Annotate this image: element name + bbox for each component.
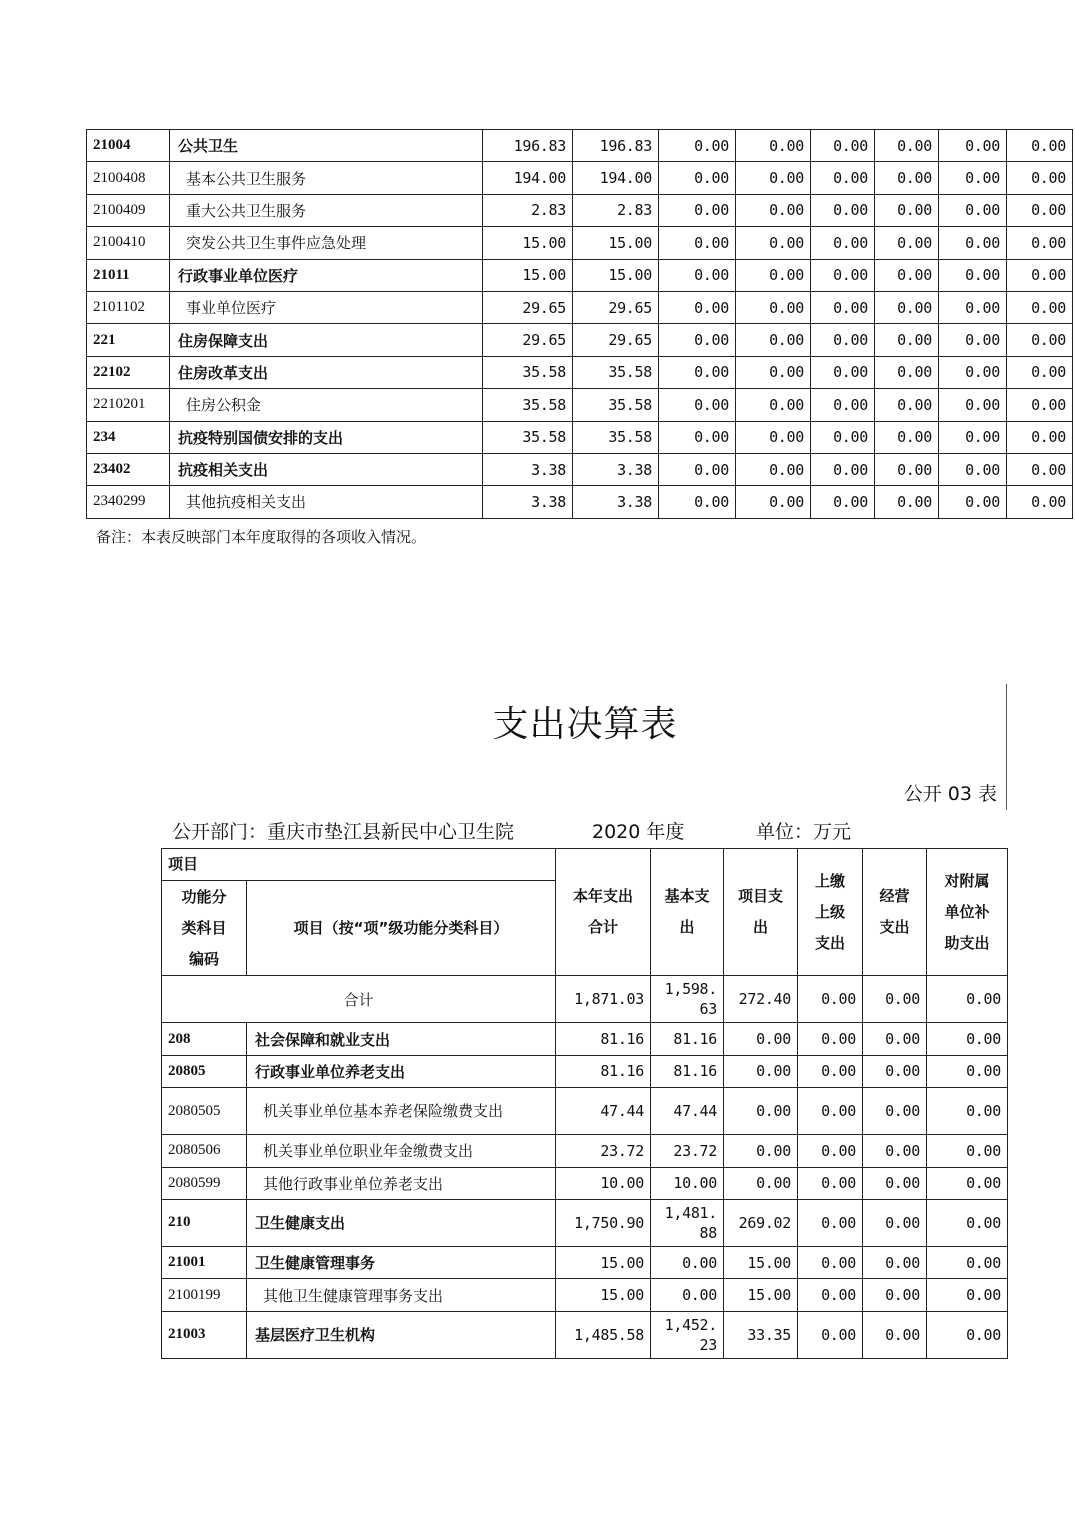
row-value: 15.00: [724, 1246, 798, 1278]
page-title: 支出决算表: [492, 704, 678, 745]
row-value: 0.00: [1007, 486, 1073, 518]
row-value: 0.00: [724, 1135, 798, 1167]
row-value: 29.65: [483, 291, 573, 323]
row-value: 0.00: [875, 130, 939, 162]
row-name: 机关事业单位基本养老保险缴费支出: [247, 1088, 556, 1135]
row-value: 0.00: [811, 291, 875, 323]
row-value: 0.00: [659, 162, 736, 194]
row-value: 0.00: [927, 1311, 1008, 1358]
row-value: 1,481. 88: [651, 1199, 724, 1246]
row-value: 0.00: [875, 486, 939, 518]
row-value: 0.00: [724, 1088, 798, 1135]
row-value: 0.00: [927, 1023, 1008, 1055]
row-value: 0.00: [736, 486, 811, 518]
row-value: 0.00: [798, 1055, 863, 1087]
row-value: 15.00: [573, 227, 659, 259]
row-code: 2080506: [162, 1135, 247, 1167]
row-value: 0.00: [736, 324, 811, 356]
row-value: 194.00: [483, 162, 573, 194]
row-value: 0.00: [1007, 421, 1073, 453]
row-value: 0.00: [659, 291, 736, 323]
row-name: 事业单位医疗: [170, 291, 483, 323]
unit-label: 单位：万元: [756, 821, 852, 843]
row-value: 0.00: [736, 130, 811, 162]
row-value: 0.00: [736, 421, 811, 453]
row-code: 2100408: [87, 162, 170, 194]
header-total: 本年支出 合计: [556, 849, 651, 976]
table-row: [87, 324, 1073, 356]
row-value: 0.00: [798, 1246, 863, 1278]
row-value: 10.00: [651, 1167, 724, 1199]
total-value: 1,598. 63: [651, 976, 724, 1023]
row-value: 81.16: [651, 1023, 724, 1055]
row-value: 35.58: [573, 356, 659, 388]
row-value: 194.00: [573, 162, 659, 194]
row-value: 0.00: [659, 389, 736, 421]
row-value: 0.00: [1007, 356, 1073, 388]
row-value: 0.00: [863, 1199, 927, 1246]
row-value: 0.00: [939, 356, 1007, 388]
row-code: 234: [87, 421, 170, 453]
header-code: 功能分 类科目 编码: [162, 881, 247, 976]
row-value: 3.38: [573, 453, 659, 485]
row-value: 0.00: [939, 453, 1007, 485]
row-name: 行政事业单位养老支出: [247, 1055, 556, 1087]
row-code: 2080599: [162, 1167, 247, 1199]
row-value: 0.00: [811, 259, 875, 291]
row-code: 21003: [162, 1311, 247, 1358]
row-value: 0.00: [798, 1023, 863, 1055]
row-code: 2080505: [162, 1088, 247, 1135]
row-name: 基本公共卫生服务: [170, 162, 483, 194]
row-value: 0.00: [1007, 162, 1073, 194]
row-name: 卫生健康支出: [247, 1199, 556, 1246]
table-row: [162, 1055, 1008, 1087]
table-row: [87, 227, 1073, 259]
table-row: [87, 259, 1073, 291]
row-value: 0.00: [1007, 130, 1073, 162]
row-value: 0.00: [798, 1167, 863, 1199]
row-value: 0.00: [863, 1246, 927, 1278]
row-value: 0.00: [736, 162, 811, 194]
row-value: 2.83: [483, 194, 573, 226]
row-value: 23.72: [556, 1135, 651, 1167]
row-value: 29.65: [483, 324, 573, 356]
header-project-exp: 项目支 出: [724, 849, 798, 976]
row-value: 0.00: [863, 1311, 927, 1358]
row-code: 21004: [87, 130, 170, 162]
row-value: 33.35: [724, 1311, 798, 1358]
row-value: 0.00: [736, 227, 811, 259]
row-value: 15.00: [556, 1279, 651, 1311]
row-value: 15.00: [724, 1279, 798, 1311]
row-value: 0.00: [863, 1023, 927, 1055]
table-row: [162, 1311, 1008, 1358]
table-row: [87, 291, 1073, 323]
row-value: 0.00: [724, 1167, 798, 1199]
row-value: 196.83: [483, 130, 573, 162]
row-value: 10.00: [556, 1167, 651, 1199]
row-name: 行政事业单位医疗: [170, 259, 483, 291]
row-value: 0.00: [798, 1135, 863, 1167]
row-value: 1,452. 23: [651, 1311, 724, 1358]
table-row: [162, 1088, 1008, 1135]
expenditure-table: [161, 848, 1008, 1359]
row-code: 2100199: [162, 1279, 247, 1311]
row-code: 2100409: [87, 194, 170, 226]
row-value: 0.00: [798, 1279, 863, 1311]
row-name: 公共卫生: [170, 130, 483, 162]
total-value: 0.00: [798, 976, 863, 1023]
row-value: 0.00: [939, 259, 1007, 291]
row-value: 0.00: [659, 324, 736, 356]
row-value: 0.00: [939, 291, 1007, 323]
row-value: 269.02: [724, 1199, 798, 1246]
row-name: 住房改革支出: [170, 356, 483, 388]
row-value: 0.00: [1007, 227, 1073, 259]
row-value: 0.00: [811, 227, 875, 259]
row-value: 0.00: [927, 1135, 1008, 1167]
row-value: 0.00: [1007, 453, 1073, 485]
row-value: 0.00: [927, 1246, 1008, 1278]
row-value: 0.00: [939, 486, 1007, 518]
row-value: 0.00: [863, 1279, 927, 1311]
row-value: 0.00: [939, 194, 1007, 226]
row-code: 21001: [162, 1246, 247, 1278]
total-label: 合计: [162, 976, 556, 1023]
row-code: 23402: [87, 453, 170, 485]
row-name: 住房保障支出: [170, 324, 483, 356]
row-value: 3.38: [483, 453, 573, 485]
row-name: 其他抗疫相关支出: [170, 486, 483, 518]
row-code: 210: [162, 1199, 247, 1246]
table-row: [87, 453, 1073, 485]
row-value: 35.58: [573, 421, 659, 453]
row-name: 突发公共卫生事件应急处理: [170, 227, 483, 259]
total-value: 0.00: [927, 976, 1008, 1023]
row-value: 0.00: [811, 162, 875, 194]
row-value: 0.00: [798, 1311, 863, 1358]
row-value: 3.38: [483, 486, 573, 518]
row-value: 0.00: [659, 259, 736, 291]
row-value: 0.00: [1007, 259, 1073, 291]
income-table-continued: [86, 129, 1073, 519]
row-value: 15.00: [556, 1246, 651, 1278]
table-row: [87, 421, 1073, 453]
table-row: [87, 130, 1073, 162]
row-value: 0.00: [1007, 324, 1073, 356]
row-value: 0.00: [736, 356, 811, 388]
row-value: 0.00: [863, 1088, 927, 1135]
row-name: 住房公积金: [170, 389, 483, 421]
row-value: 0.00: [659, 421, 736, 453]
row-value: 35.58: [483, 356, 573, 388]
row-value: 0.00: [798, 1088, 863, 1135]
row-value: 0.00: [927, 1088, 1008, 1135]
row-value: 29.65: [573, 291, 659, 323]
row-name: 重大公共卫生服务: [170, 194, 483, 226]
table-row: [87, 194, 1073, 226]
row-value: 0.00: [875, 194, 939, 226]
row-code: 21011: [87, 259, 170, 291]
row-value: 0.00: [1007, 194, 1073, 226]
department-label: 公开部门：重庆市垫江县新民中心卫生院: [172, 821, 515, 843]
row-code: 20805: [162, 1055, 247, 1087]
row-value: 0.00: [875, 291, 939, 323]
row-value: 0.00: [1007, 291, 1073, 323]
table-row: [87, 389, 1073, 421]
table-number: 公开 03 表: [903, 783, 997, 805]
row-value: 0.00: [659, 130, 736, 162]
row-value: 35.58: [573, 389, 659, 421]
row-value: 0.00: [736, 291, 811, 323]
row-code: 22102: [87, 356, 170, 388]
row-value: 23.72: [651, 1135, 724, 1167]
row-value: 47.44: [556, 1088, 651, 1135]
row-name: 抗疫相关支出: [170, 453, 483, 485]
table-row: [162, 1246, 1008, 1278]
row-value: 1,750.90: [556, 1199, 651, 1246]
row-value: 0.00: [1007, 389, 1073, 421]
row-value: 0.00: [875, 162, 939, 194]
total-row: [162, 976, 1008, 1023]
table-row: [87, 356, 1073, 388]
header-business: 经营 支出: [863, 849, 927, 976]
row-value: 0.00: [875, 324, 939, 356]
row-value: 0.00: [875, 421, 939, 453]
row-value: 0.00: [811, 453, 875, 485]
row-value: 0.00: [811, 356, 875, 388]
row-value: 0.00: [659, 453, 736, 485]
row-value: 0.00: [863, 1055, 927, 1087]
row-value: 0.00: [863, 1135, 927, 1167]
row-value: 3.38: [573, 486, 659, 518]
row-value: 15.00: [483, 259, 573, 291]
row-name: 机关事业单位职业年金缴费支出: [247, 1135, 556, 1167]
row-value: 0.00: [939, 421, 1007, 453]
row-code: 2101102: [87, 291, 170, 323]
row-value: 0.00: [811, 324, 875, 356]
total-value: 272.40: [724, 976, 798, 1023]
row-name: 卫生健康管理事务: [247, 1246, 556, 1278]
row-value: 0.00: [927, 1199, 1008, 1246]
row-value: 0.00: [875, 389, 939, 421]
row-code: 208: [162, 1023, 247, 1055]
row-name: 其他卫生健康管理事务支出: [247, 1279, 556, 1311]
header-name: 项目（按“项”级功能分类科目）: [247, 881, 556, 976]
row-value: 0.00: [927, 1279, 1008, 1311]
row-value: 0.00: [659, 486, 736, 518]
row-value: 0.00: [811, 421, 875, 453]
row-value: 0.00: [736, 389, 811, 421]
row-name: 其他行政事业单位养老支出: [247, 1167, 556, 1199]
row-value: 0.00: [875, 227, 939, 259]
table-note: 备注：本表反映部门本年度取得的各项收入情况。: [96, 528, 427, 546]
row-value: 0.00: [736, 194, 811, 226]
row-code: 2210201: [87, 389, 170, 421]
row-name: 抗疫特别国债安排的支出: [170, 421, 483, 453]
row-value: 81.16: [651, 1055, 724, 1087]
table-row: [162, 1135, 1008, 1167]
row-code: 2100410: [87, 227, 170, 259]
total-value: 1,871.03: [556, 976, 651, 1023]
row-value: 0.00: [939, 324, 1007, 356]
row-value: 0.00: [811, 194, 875, 226]
row-name: 社会保障和就业支出: [247, 1023, 556, 1055]
row-value: 81.16: [556, 1023, 651, 1055]
row-value: 0.00: [811, 130, 875, 162]
row-value: 0.00: [939, 389, 1007, 421]
row-value: 0.00: [927, 1167, 1008, 1199]
row-value: 47.44: [651, 1088, 724, 1135]
header-subsidy: 对附属 单位补 助支出: [927, 849, 1008, 976]
table-row: [162, 1167, 1008, 1199]
row-value: 2.83: [573, 194, 659, 226]
row-value: 0.00: [736, 259, 811, 291]
row-value: 1,485.58: [556, 1311, 651, 1358]
row-value: 0.00: [863, 1167, 927, 1199]
row-value: 15.00: [573, 259, 659, 291]
row-value: 81.16: [556, 1055, 651, 1087]
row-code: 221: [87, 324, 170, 356]
row-value: 0.00: [939, 130, 1007, 162]
row-value: 0.00: [659, 356, 736, 388]
row-value: 0.00: [875, 259, 939, 291]
row-value: 0.00: [736, 453, 811, 485]
table-row: [87, 486, 1073, 518]
table-row: [87, 162, 1073, 194]
row-value: 0.00: [659, 194, 736, 226]
header-upper: 上缴 上级 支出: [798, 849, 863, 976]
row-value: 0.00: [724, 1023, 798, 1055]
row-value: 0.00: [659, 227, 736, 259]
total-value: 0.00: [863, 976, 927, 1023]
row-value: 0.00: [724, 1055, 798, 1087]
row-value: 0.00: [939, 227, 1007, 259]
row-value: 0.00: [939, 162, 1007, 194]
row-name: 基层医疗卫生机构: [247, 1311, 556, 1358]
table-row: [162, 1199, 1008, 1246]
row-value: 0.00: [798, 1199, 863, 1246]
row-value: 0.00: [875, 356, 939, 388]
header-project: 项目: [162, 849, 556, 881]
row-value: 29.65: [573, 324, 659, 356]
year-label: 2020 年度: [592, 821, 685, 843]
table-row: [162, 1023, 1008, 1055]
table-row: [162, 1279, 1008, 1311]
row-value: 196.83: [573, 130, 659, 162]
row-value: 35.58: [483, 421, 573, 453]
row-value: 0.00: [811, 389, 875, 421]
row-value: 0.00: [811, 486, 875, 518]
row-value: 0.00: [927, 1055, 1008, 1087]
row-code: 2340299: [87, 486, 170, 518]
row-value: 35.58: [483, 389, 573, 421]
row-value: 0.00: [651, 1279, 724, 1311]
row-value: 15.00: [483, 227, 573, 259]
row-value: 0.00: [651, 1246, 724, 1278]
row-value: 0.00: [875, 453, 939, 485]
header-basic: 基本支 出: [651, 849, 724, 976]
